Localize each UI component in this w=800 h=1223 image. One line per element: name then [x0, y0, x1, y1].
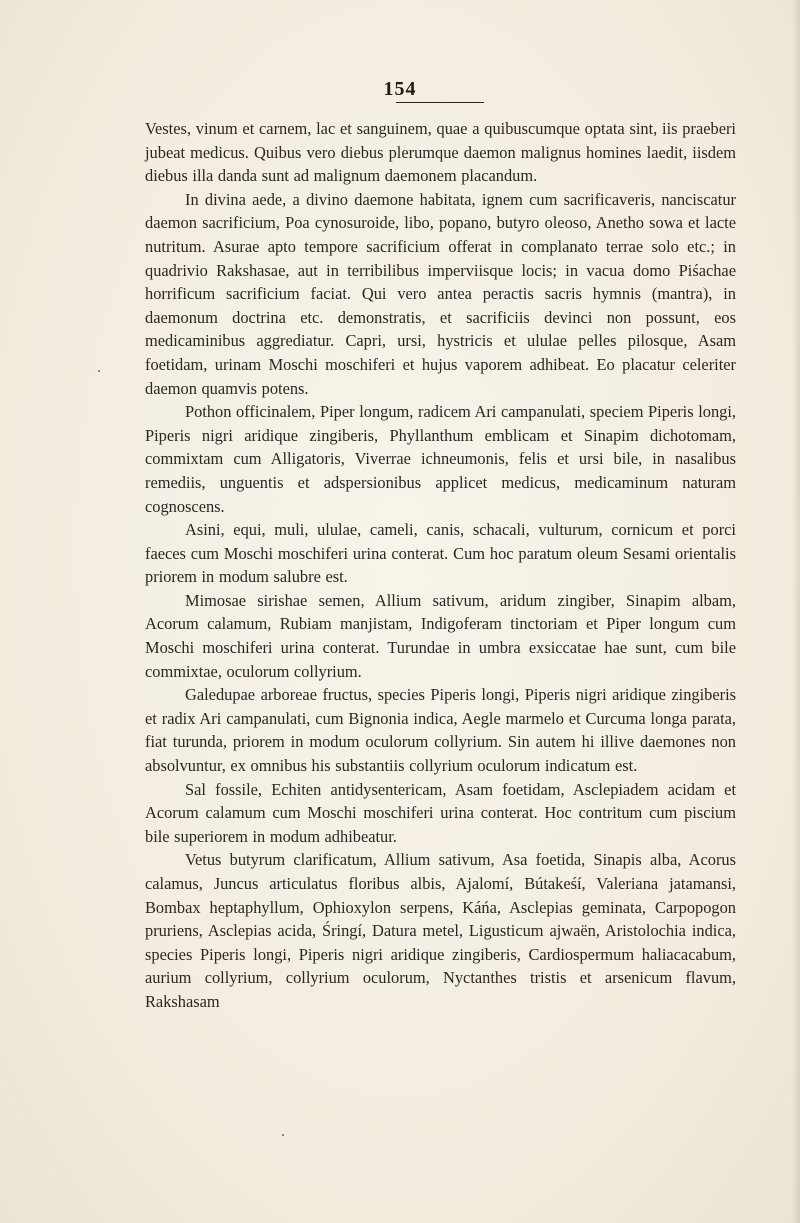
paragraph: Asini, equi, muli, ululae, cameli, canis, schacali, vulturum, cornicum et porci faeces cum Moschi moschiferi urina conterat. Cum hoc paratum oleum Sesami orientalis priorem in modum salubre est. [145, 520, 736, 587]
page-number-rule [396, 102, 484, 103]
page-edge-shadow [792, 0, 800, 1223]
paragraph: Vestes, vinum et carnem, lac et sanguinem, quae a quibuscumque optata sint, iis praeberi jubeat medicus. Quibus vero diebus plerumque daemon malignus homines laedit, iisdem diebus illa danda sunt ad malignum daemonem placandum. [145, 119, 736, 186]
paper-speck [282, 1134, 284, 1136]
page-number: 154 [383, 78, 417, 100]
paragraph: In divina aede, a divino daemone habitata, ignem cum sacrificaveris, nanciscatur daemon sacrificium, Poa cynosuroide, libo, popano, butyro oleoso, Anetho sowa et lacte nutritum. Asurae apto tempore sacrificium offerat in complanato terrae solo etc.; in quadrivio Rakshasae, aut in terribilibus imperviisque locis; in vacua domo Piśachae horrificum sacrificium faciat. Qui vero antea peractis sacris hymnis (mantra), in daemonum doctrina etc. demonstratis, et sacrificiis devinci non possunt, eos medicaminibus aggrediatur. Capri, ursi, hystricis et ululae pelles pilosque, Asam foetidam, urinam Moschi moschiferi et hujus vaporem adhibeat. Eo placatur celeriter daemon quamvis potens. [145, 189, 736, 398]
paragraph: Vetus butyrum clarificatum, Allium sativum, Asa foetida, Sinapis alba, Acorus calamus, Juncus articulatus floribus albis, Ajalomí, Bútakeśí, Valeriana jatamansi, Bombax heptaphyllum, Ophioxylon serpens, Káńa, Asclepias geminata, Carpopogon pruriens, Asclepias acida, Śringí, Datura metel, Ligusticum ajwaën, Aristolochia indica, species Piperis longi, Piperis nigri aridique zingiberis, Cardiospermum haliacacabum, aurium collyrium, collyrium oculorum, Nyctanthes tristis et arsenicum flavum, Rakshasam [145, 850, 736, 1011]
paragraph: Sal fossile, Echiten antidysentericam, Asam foetidam, Asclepiadem acidam et Acorum calamum cum Moschi moschiferi urina conterat. Hoc contritum cum piscium bile superiorem in modum adhibeatur. [145, 779, 736, 846]
paragraph: Galedupae arboreae fructus, species Piperis longi, Piperis nigri aridique zingiberis et radix Ari campanulati, cum Bignonia indica, Aegle marmelo et Curcuma longa parata, fiat turunda, priorem in modum oculorum collyrium. Sin autem hi illive daemones non absolvuntur, ex omnibus his substantiis collyrium oculorum indicatum est. [145, 685, 736, 776]
paragraph: Pothon officinalem, Piper longum, radicem Ari campanulati, speciem Piperis longi, Piperis nigri aridique zingiberis, Phyllanthum emblicam et Sinapim dichotomam, commixtam cum Alligatoris, Viverrae ichneumonis, felis et ursi bile, in nasalibus remediis, unguentis et adspersionibus applicet medicus, medicaminum naturam cognoscens. [145, 402, 736, 516]
body-text [145, 117, 736, 1014]
paragraph: Mimosae sirishae semen, Allium sativum, aridum zingiber, Sinapim albam, Acorum calamum, Rubiam manjistam, Indigoferam tinctoriam et Piper longum cum Moschi moschiferi urina conterat. Turundae in umbra exsiccatae hae sunt, cum bile commixtae, oculorum collyrium. [145, 590, 736, 681]
paper-speck [98, 370, 100, 372]
